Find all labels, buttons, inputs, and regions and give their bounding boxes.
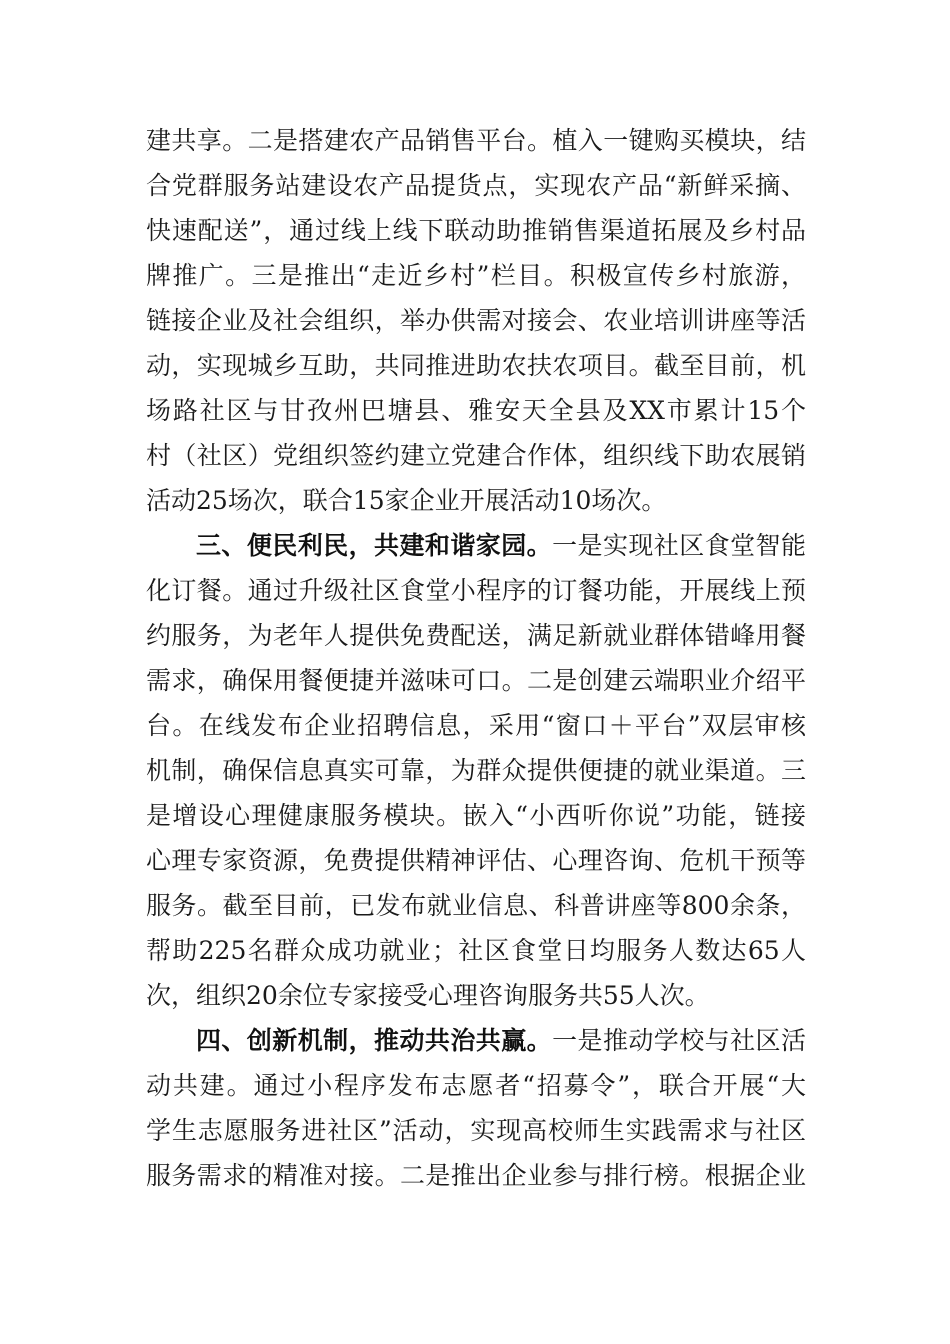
text-line: 村（社区）党组织签约建立党建合作体，组织线下助农展销 bbox=[146, 441, 806, 470]
document-body bbox=[146, 118, 806, 1198]
text-line: 链接企业及社会组织，举办供需对接会、农业培训讲座等活 bbox=[146, 306, 806, 335]
paragraph-section-four bbox=[146, 1018, 806, 1198]
text-line: 约服务，为老年人提供免费配送，满足新就业群体错峰用餐 bbox=[146, 621, 806, 650]
text-line: 机制，确保信息真实可靠，为群众提供便捷的就业渠道。三 bbox=[146, 756, 806, 785]
text-line: 次，组织20余位专家接受心理咨询服务共55人次。 bbox=[146, 981, 710, 1010]
text-line: 合党群服务站建设农产品提货点，实现农产品“新鲜采摘、 bbox=[146, 171, 806, 200]
text-line: 是增设心理健康服务模块。嵌入“小西听你说”功能，链接 bbox=[146, 801, 806, 830]
text-line: 牌推广。三是推出“走近乡村”栏目。积极宣传乡村旅游， bbox=[146, 261, 806, 290]
paragraph-continuation bbox=[146, 118, 806, 523]
text-line-first bbox=[146, 1018, 806, 1063]
text-line: 快速配送”，通过线上线下联动助推销售渠道拓展及乡村品 bbox=[146, 216, 806, 245]
text-line: 需求，确保用餐便捷并滋味可口。二是创建云端职业介绍平 bbox=[146, 666, 806, 695]
text-run: 一是实现社区食堂智能 bbox=[552, 531, 806, 560]
text-line: 服务。截至目前，已发布就业信息、科普讲座等800余条， bbox=[146, 891, 806, 920]
text-line: 服务需求的精准对接。二是推出企业参与排行榜。根据企业 bbox=[146, 1161, 806, 1190]
text-line: 动共建。通过小程序发布志愿者“招募令”，联合开展“大 bbox=[146, 1071, 806, 1100]
paragraph-section-three bbox=[146, 523, 806, 1018]
section-heading: 三、便民利民，共建和谐家园。 bbox=[196, 531, 553, 560]
text-line: 建共享。二是搭建农产品销售平台。植入一键购买模块，结 bbox=[146, 126, 806, 155]
text-line: 活动25场次，联合15家企业开展活动10场次。 bbox=[146, 486, 667, 515]
text-line: 台。在线发布企业招聘信息，采用“窗口＋平台”双层审核 bbox=[146, 711, 806, 740]
text-line: 场路社区与甘孜州巴塘县、雅安天全县及XX市累计15个 bbox=[146, 396, 806, 425]
text-line: 帮助225名群众成功就业；社区食堂日均服务人数达65人 bbox=[146, 936, 806, 965]
text-line-first bbox=[146, 523, 806, 568]
text-line: 化订餐。通过升级社区食堂小程序的订餐功能，开展线上预 bbox=[146, 576, 806, 605]
text-line: 心理专家资源，免费提供精神评估、心理咨询、危机干预等 bbox=[146, 846, 806, 875]
text-line: 动，实现城乡互助，共同推进助农扶农项目。截至目前，机 bbox=[146, 351, 806, 380]
section-heading: 四、创新机制，推动共治共赢。 bbox=[196, 1026, 553, 1055]
text-run: 一是推动学校与社区活 bbox=[552, 1026, 806, 1055]
text-line: 学生志愿服务进社区”活动，实现高校师生实践需求与社区 bbox=[146, 1116, 806, 1145]
